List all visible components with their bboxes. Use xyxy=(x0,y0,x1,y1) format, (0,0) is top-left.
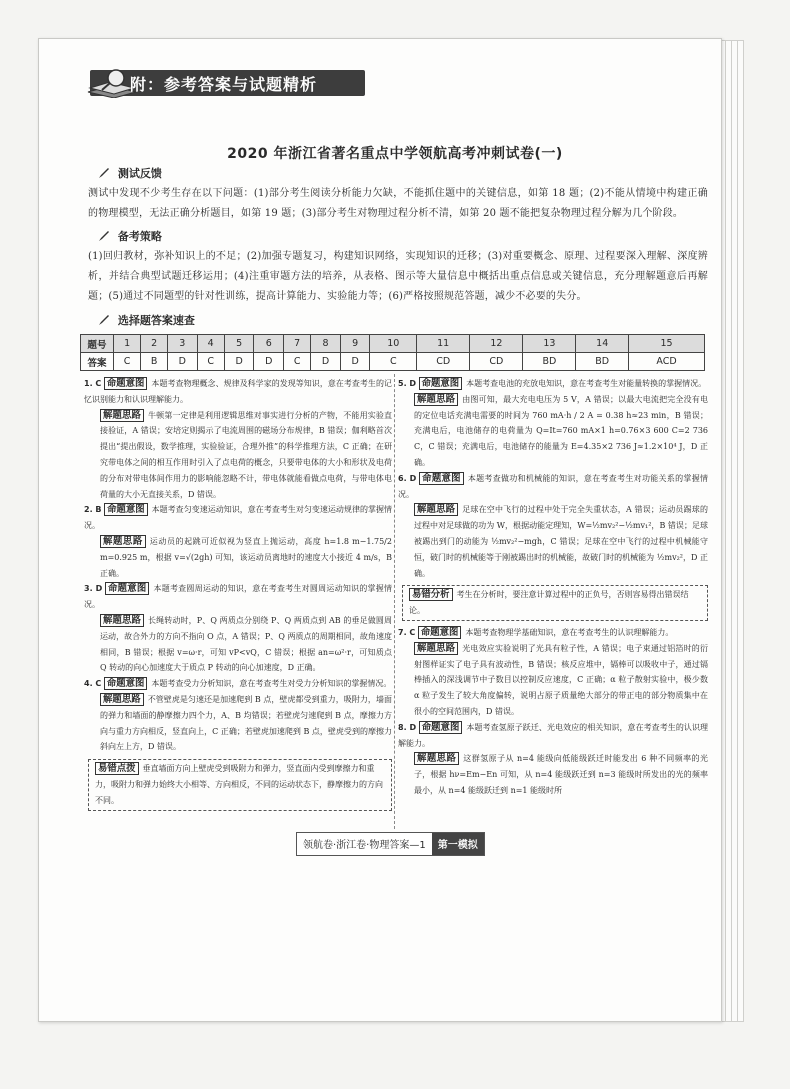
q1-number: 1. C xyxy=(84,379,102,388)
q6-intent xyxy=(398,471,708,503)
q6-number: 6. D xyxy=(398,473,417,483)
table-cell: C xyxy=(284,353,311,371)
q6-error-analysis xyxy=(402,585,708,621)
table-cell: BD xyxy=(576,353,629,371)
column-divider xyxy=(394,374,395,829)
intent-tag: 命题意图 xyxy=(105,582,149,595)
quick-heading xyxy=(98,312,708,328)
feedback-text: 测试中发现不少考生存在以下问题：(1)部分考生阅读分析能力欠缺，不能抓住题中的关键信息，如第 18 题；(2)不能从情境中构建正确的物理模型，无法正确分析题目，如第 19 题；(3)部分考生对物理过程分析不清，如第 20 题不能把复杂物理过程分解为几个阶段。 xyxy=(88,188,708,219)
q7-number: 7. C xyxy=(398,627,416,637)
q4-idea-text: 不管壁虎是匀速还是加速爬到 B 点，壁虎都受到重力，吸附力，墙面的弹力和墙面的静摩擦力四个力，A、B 均错误；若壁虎匀速爬到 B 点，摩擦力方向与重力方向相反，竖直向上，C 正确；若壁虎加速爬到 B 点，壁虎受到的摩擦力斜向左上方，D 错误。 xyxy=(100,694,392,752)
intent-tag: 命题意图 xyxy=(104,377,148,390)
pen-icon xyxy=(98,314,110,326)
table-cell: C xyxy=(197,353,224,371)
table-cell: D xyxy=(311,353,341,371)
q5-intent-text: 本题考查电池的充放电知识，意在考查考生对能量转换的掌握情况。 xyxy=(466,379,707,388)
table-cell: C xyxy=(114,353,141,371)
q2-idea xyxy=(84,534,392,581)
q2-idea-text: 运动员的起跳可近似视为竖直上抛运动，高度 h=1.8 m−1.75/2 m=0.925 m，根据 v=√(2gh) 可知，该运动员离地时的速度大小接近 4 m/s，B 正确。 xyxy=(100,536,392,578)
q5-intent xyxy=(398,376,708,392)
strategy-heading-text: 备考策略 xyxy=(117,230,162,243)
q3-idea xyxy=(84,613,392,676)
strategy-text: (1)回归教材，弥补知识上的不足；(2)加强专题复习，构建知识网络，实现知识的迁移；(3)对重要概念、原理、过程要深入理解、深度辨析，并结合典型试题迁移运用；(4)注重审题方法的培养，从表格、图示等大量信息中概括出重点信息或关键信息，充分理解题意后再解题；(5)通过不同题型的针对性训练，提高计算能力、实验能力等；(6)严格按照规范答题，减少不必要的失分。 xyxy=(88,251,708,302)
intent-tag: 命题意图 xyxy=(418,626,462,639)
feedback-heading-text: 测试反馈 xyxy=(117,167,162,180)
table-cell: 9 xyxy=(340,335,370,353)
q4-error-tip xyxy=(88,759,392,810)
q6-analysis-text: 考生在分析时，要注意计算过程中的正负号，否则容易得出错误结论。 xyxy=(409,590,689,616)
q8-idea-text: 这群氢原子从 n=4 能级向低能级跃迁时能发出 6 种不同频率的光子，根据 hν=Em−En 可知，从 n=4 能级跃迁到 n=3 能级时所发出的光的频率最小，从 n=4 能级跃迁到 n=1 能级时所 xyxy=(414,754,708,795)
table-cell: 5 xyxy=(224,335,254,353)
table-cell: BD xyxy=(523,353,576,371)
pen-icon xyxy=(98,167,110,179)
intent-tag: 命题意图 xyxy=(104,677,148,690)
intent-tag: 命题意图 xyxy=(104,503,148,516)
table-cell: C xyxy=(370,353,417,371)
q4-intent xyxy=(84,676,392,692)
idea-tag: 解题思路 xyxy=(100,693,144,706)
table-cell: D xyxy=(167,353,197,371)
footer-badge: 第一模拟 xyxy=(432,833,484,855)
table-cell: D xyxy=(224,353,254,371)
q5-idea xyxy=(398,392,708,471)
q3-intent xyxy=(84,581,392,613)
table-row-answers xyxy=(81,353,705,371)
q8-idea xyxy=(398,751,708,798)
table-cell: 7 xyxy=(284,335,311,353)
q4-intent-text: 本题考查受力分析知识，意在考查考生对受力分析知识的掌握情况。 xyxy=(151,679,392,689)
q4-idea xyxy=(84,692,392,755)
q7-idea xyxy=(398,641,708,720)
q3-idea-text: 长绳转动时，P、Q 两质点分别绕 P、Q 两质点到 AB 的垂足做圆周运动，故合外力的方向不指向 O 点，A 错误；P、Q 两质点的周期相同，故角速度相同，B 错误；根据 v=ω·r，可知 vP<vQ，C 错误；根据 an=ω²·r，可知质点 Q 转动的向心加速度大于质点 P 转动的向心加速度，D 正确。 xyxy=(100,615,392,673)
table-cell: 4 xyxy=(197,335,224,353)
footer-label: 领航卷·浙江卷·物理答案—1 xyxy=(297,833,432,855)
q2-intent-text: 本题考查匀变速运动知识，意在考查考生对匀变速运动规律的掌握情况。 xyxy=(84,505,392,531)
section-banner xyxy=(50,64,370,98)
q1-idea xyxy=(84,408,392,503)
idea-tag: 解题思路 xyxy=(414,642,458,655)
table-cell: CD xyxy=(417,353,470,371)
q4-tip-text: 垂直墙面方向上壁虎受到吸附力和弹力，竖直面内受到摩擦力和重力，吸附力和弹力始终大小相等、方向相反，不同的运动状态下，静摩擦力的方向不同。 xyxy=(95,764,383,805)
row-label-number: 题号 xyxy=(81,335,114,353)
q2-number: 2. B xyxy=(84,505,102,515)
page-footer xyxy=(296,832,485,856)
q8-intent-text: 本题考查氢原子跃迁、光电效应的相关知识，意在考查考生的认识理解能力。 xyxy=(398,722,708,748)
q3-number: 3. D xyxy=(84,584,103,594)
row-label-answer: 答案 xyxy=(81,353,114,371)
strategy-heading xyxy=(98,228,708,244)
left-column xyxy=(84,376,392,815)
table-cell: 13 xyxy=(523,335,576,353)
idea-tag: 解题思路 xyxy=(100,614,144,627)
idea-tag: 解题思路 xyxy=(100,409,144,422)
table-cell: 8 xyxy=(311,335,341,353)
table-row-numbers xyxy=(81,335,705,353)
q6-intent-text: 本题考查做功和机械能的知识，意在考查考生对功能关系的掌握情况。 xyxy=(398,473,708,499)
table-cell: 2 xyxy=(141,335,168,353)
table-cell: 10 xyxy=(370,335,417,353)
q5-idea-text: 由图可知，最大充电电压为 5 V，A 错误；以最大电流把完全没有电的定位电话充满电需要的时间为 760 mA·h / 2 A = 0.38 h≈23 min，B 错误；充满电后，电池储存的电荷量为 Q=It=760 mA×1 h=0.76×3 600 C=2 736 C，C 错误；充满电后，电池储存的能量为 E=4.35×2 736 J≈1.2×10⁴ J，D 正确。 xyxy=(414,394,708,467)
error-analysis-tag: 易错分析 xyxy=(409,588,453,601)
table-cell: 14 xyxy=(576,335,629,353)
error-tip-tag: 易错点拨 xyxy=(95,762,139,775)
banner-title: 附：参考答案与试题精析 xyxy=(130,75,318,94)
feedback-heading xyxy=(98,165,708,181)
answer-table xyxy=(80,334,705,371)
table-cell: B xyxy=(141,353,168,371)
q6-idea-text: 足球在空中飞行的过程中处于完全失重状态，A 错误；运动员踢球的过程中对足球做的功为 W，根据动能定理知，W=½mv₂²−½mv₁²，B 错误；足球被踢出到门的动能为 ½mv₂²−mgh，C 错误；足球在空中飞行的过程中机械能守恒，破门时的机械能等于刚被踢出时的机械能，故破门时的机械能为 ½mv₂²，D 正确。 xyxy=(414,505,708,578)
q7-idea-text: 光电效应实验说明了光具有粒子性，A 错误；电子束通过铝箔时的衍射图样证实了电子具有波动性，B 错误；核反应堆中，镉棒可以吸收中子，通过镉棒插入的深浅调节中子数目以控制反应速度，C 正确；α 粒子散射实验中，极少数 α 粒子发生了较大角度偏转，说明占原子质量绝大部分的带正电的部分物质集中在很小的空间范围内，D 错误。 xyxy=(414,643,708,716)
right-column xyxy=(398,376,708,799)
table-cell: 12 xyxy=(470,335,523,353)
q1-idea-text: 牛顿第一定律是利用逻辑思维对事实进行分析的产物，不能用实验直接验证，A 错误；安培定则揭示了电流周围的磁场分布规律，B 错误；伽利略首次提出“提出假设，数学推理，实验验证，合理外推”的科学推理方法，C 正确；在研究带电体之间的相互作用时引入了点电荷的概念，只要带电体的大小和形状及电荷的分布对带电体间作用力的影响能忽略不计，带电体就能看做点电荷，与带电体电荷量的大小无直接关系，D 错误。 xyxy=(100,410,392,499)
quick-heading-text: 选择题答案速查 xyxy=(117,314,195,327)
q8-intent xyxy=(398,720,708,752)
pen-icon xyxy=(98,230,110,242)
q3-intent-text: 本题考查圆周运动的知识，意在考查考生对圆周运动知识的掌握情况。 xyxy=(84,584,392,610)
table-cell: 1 xyxy=(114,335,141,353)
q6-idea xyxy=(398,502,708,581)
intent-tag: 命题意图 xyxy=(419,721,463,734)
table-cell: ACD xyxy=(629,353,705,371)
idea-tag: 解题思路 xyxy=(414,503,458,516)
q1-intent-text: 本题考查物理概念、规律及科学家的发现等知识，意在考查考生的记忆识别能力和认识理解能力。 xyxy=(84,379,392,404)
q5-number: 5. D xyxy=(398,379,417,388)
table-cell: 11 xyxy=(417,335,470,353)
table-cell: 15 xyxy=(629,335,705,353)
table-cell: D xyxy=(340,353,370,371)
q1-intent xyxy=(84,376,392,408)
table-cell: CD xyxy=(470,353,523,371)
intent-tag: 命题意图 xyxy=(419,472,464,485)
idea-tag: 解题思路 xyxy=(414,393,458,406)
idea-tag: 解题思路 xyxy=(414,752,459,765)
intent-tag: 命题意图 xyxy=(419,377,463,390)
q7-intent xyxy=(398,625,708,641)
document-title: 2020 年浙江省著名重点中学领航高考冲刺试卷(一) xyxy=(227,146,563,162)
idea-tag: 解题思路 xyxy=(100,535,146,548)
q7-intent-text: 本题考查物理学基础知识，意在考查考生的认识理解能力。 xyxy=(465,627,674,637)
table-cell: 6 xyxy=(254,335,284,353)
q8-number: 8. D xyxy=(398,722,417,732)
q2-intent xyxy=(84,502,392,534)
table-cell: 3 xyxy=(167,335,197,353)
table-cell: D xyxy=(254,353,284,371)
q4-number: 4. C xyxy=(84,679,102,689)
